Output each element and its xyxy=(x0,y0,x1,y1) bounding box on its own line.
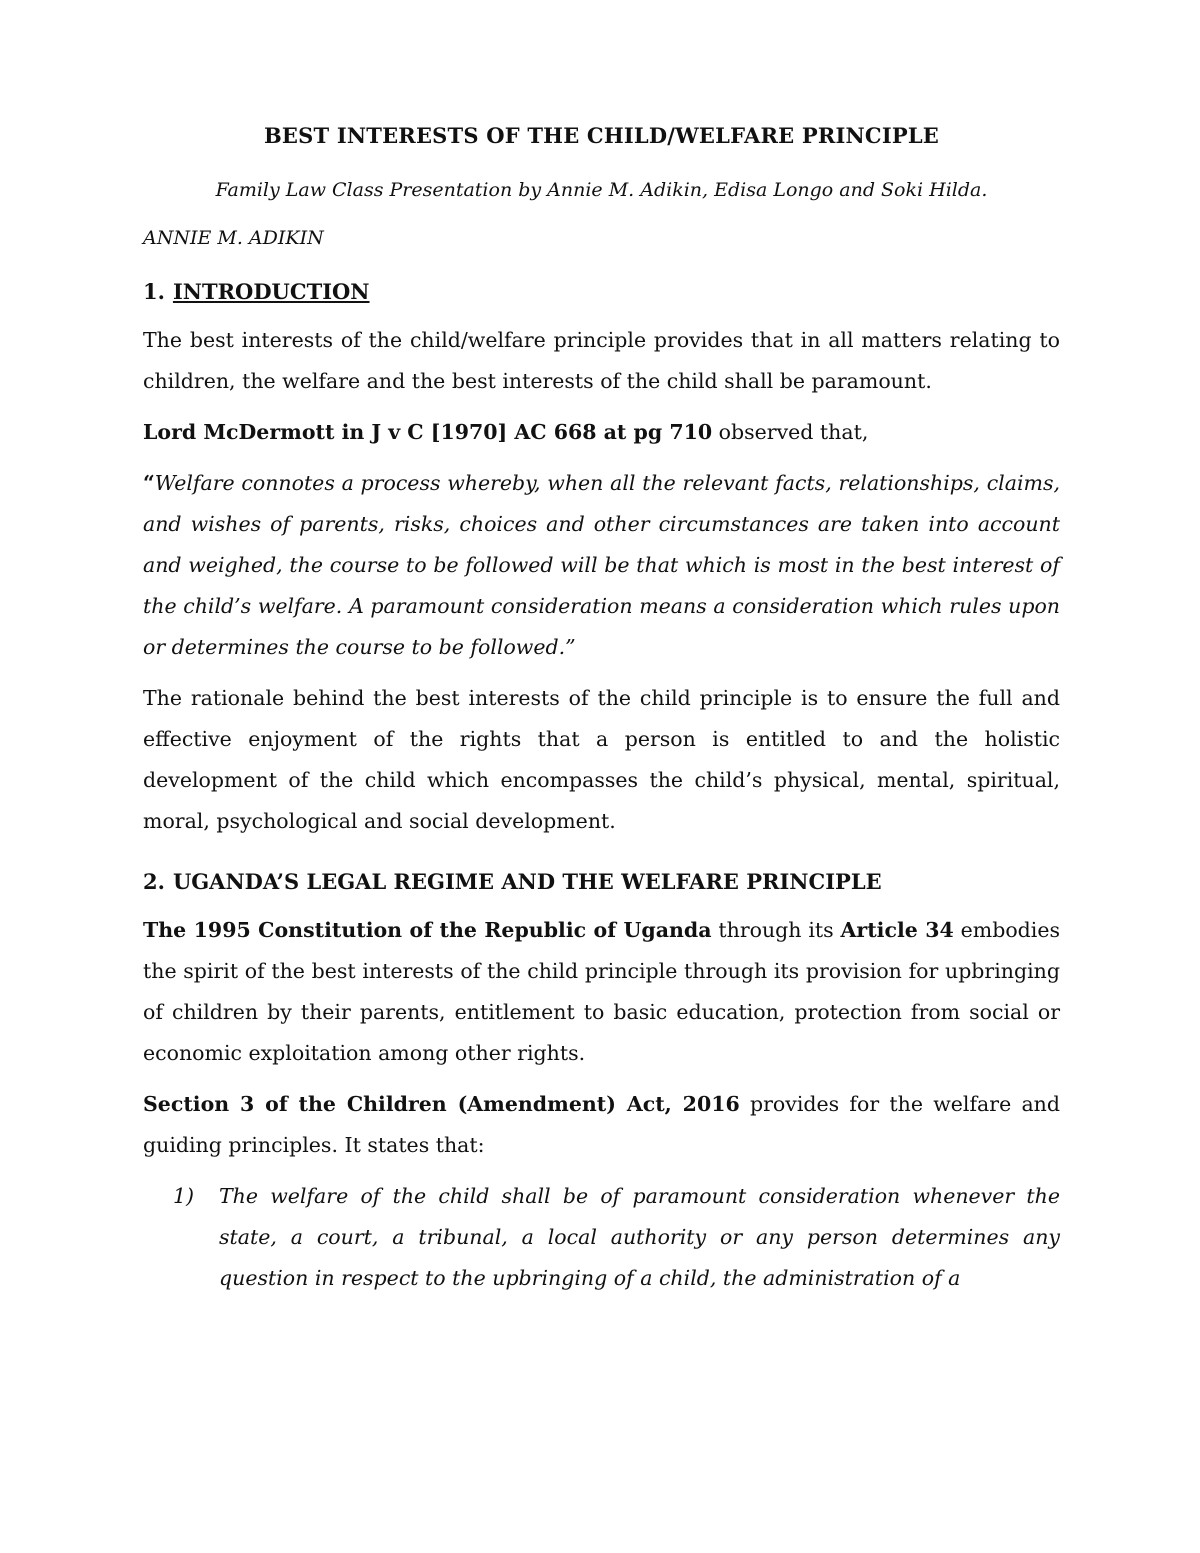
constitution-name: The 1995 Constitution of the Republic of Uganda xyxy=(143,918,712,942)
children-act-citation: Section 3 of the Children (Amendment) Act, 2016 xyxy=(143,1092,740,1116)
constitution-text-mid: through its xyxy=(711,918,841,942)
quote-open-mark: “ xyxy=(143,471,155,495)
section-heading-legal-regime xyxy=(143,866,1060,898)
constitution-paragraph xyxy=(143,910,1060,1074)
list-marker: 1) xyxy=(173,1184,195,1208)
list-item-text: The welfare of the child shall be of paramount consideration whenever the state, a court, a tribunal, a local authority or any person determines any question in respect to the upbringing of a child, the administration of a xyxy=(219,1184,1060,1290)
intro-paragraph: The best interests of the child/welfare principle provides that in all matters relating to children, the welfare and the best interests of the child shall be paramount. xyxy=(143,328,1060,393)
author-name: ANNIE M. ADIKIN xyxy=(143,227,324,249)
citation-paragraph xyxy=(143,412,1060,453)
document-subtitle: Family Law Class Presentation by Annie M. Adikin, Edisa Longo and Soki Hilda. xyxy=(215,179,988,201)
section-heading-introduction xyxy=(143,276,1060,308)
citation-text: observed that, xyxy=(712,420,869,444)
quote-text: Welfare connotes a process whereby, when all the relevant facts, relationships, claims, and wishes of parents, risks, choices and other circumstances are taken into account and weighed, the course to be followed will be that which is most in the best interest of the child’s welfare. A paramount consideration means a consideration which rules upon or determines the course to be followed.” xyxy=(143,471,1060,659)
case-citation: Lord McDermott in J v C [1970] AC 668 at pg 710 xyxy=(143,420,713,444)
list-item xyxy=(143,1176,1060,1299)
section-number: 1. xyxy=(143,279,165,304)
section-number: 2. xyxy=(143,869,165,894)
children-act-paragraph xyxy=(143,1084,1060,1166)
constitution-article: Article 34 xyxy=(840,918,954,942)
constitution-text: embodies the spirit of the best interests of the child principle through its provision for upbringing of children by their parents, entitlement to basic education, protection from social or economic exploitation among other rights. xyxy=(143,918,1060,1065)
case-quote xyxy=(143,463,1060,668)
section-heading-text: UGANDA’S LEGAL REGIME AND THE WELFARE PRINCIPLE xyxy=(172,869,882,894)
children-act-text: provides for the welfare and guiding principles. It states that: xyxy=(143,1092,1060,1157)
rationale-paragraph: The rationale behind the best interests of the child principle is to ensure the full and effective enjoyment of the rights that a person is entitled to and the holistic development of the child which encompasses the child’s physical, mental, spiritual, moral, psychological and social development. xyxy=(143,686,1060,833)
document-title: BEST INTERESTS OF THE CHILD/WELFARE PRINCIPLE xyxy=(263,123,940,148)
section-heading-text: INTRODUCTION xyxy=(172,279,370,304)
